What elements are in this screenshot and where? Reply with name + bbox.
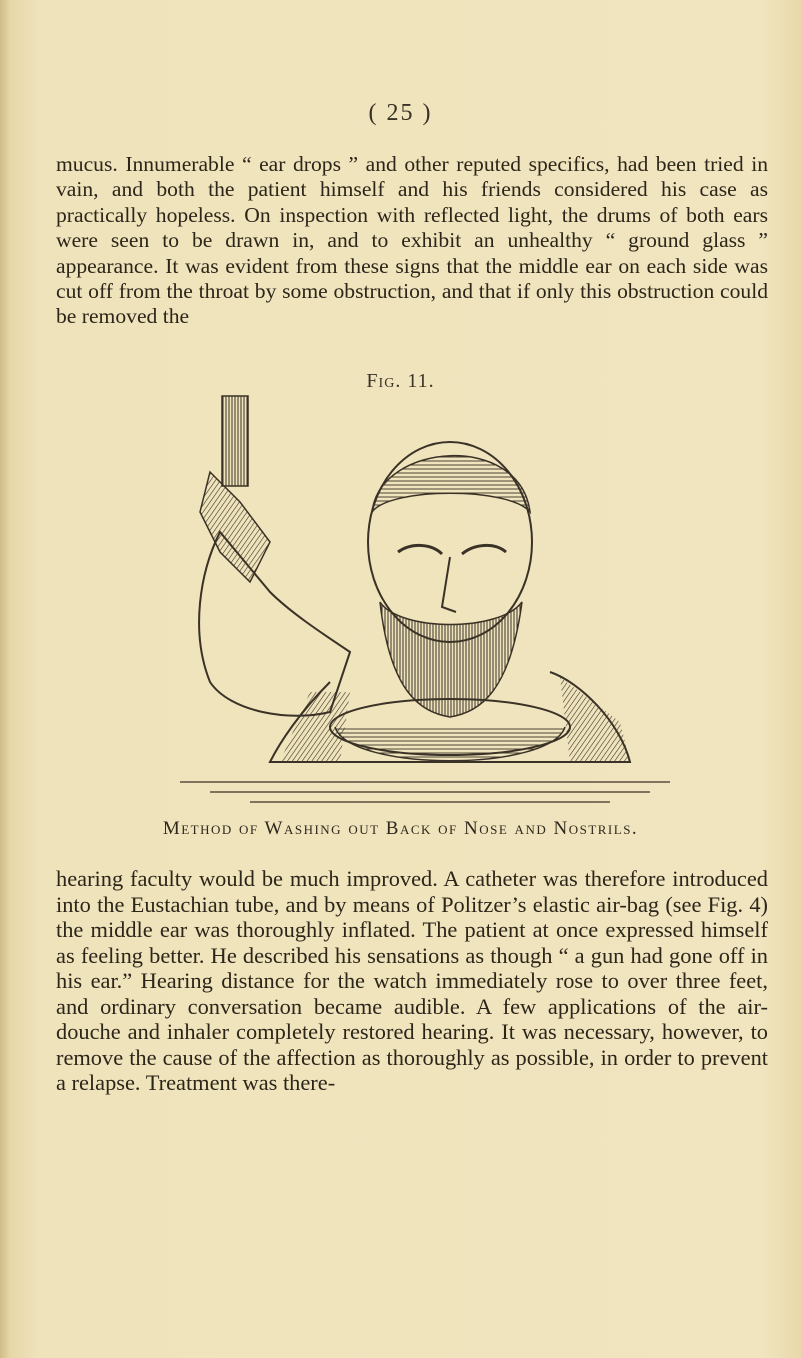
basin-bowl [335,727,565,761]
table-lines [180,782,670,802]
hand-holding-vessel [200,472,270,582]
vessel [222,396,248,486]
engraving-illustration [150,392,710,812]
figure-label: Fig. 11. [366,370,435,392]
figure-caption: Method of Washing out Back of Nose and Nostrils. [162,818,639,839]
page-number: ( 25 ) [368,100,433,126]
paragraph-bottom: hearing faculty would be much improved. A catheter was therefore introduced into the Eustachian tube, and by means of Politzer’s elastic air-bag (see Fig. 4) the middle ear was thoroughly inflated. The patient at once expressed himself as feeling better. He described his sensations as though “ a gun had gone off in his ear.” Hearing distance for the watch immediately rose to over three feet, and ordinary conversation became audible. A few applications of the air-douche and inhaler completely restored hearing. It was necessary, however, to remove the cause of the affection as thoroughly as possible, in order to prevent a relapse. Treatment was there- [56,866,768,1095]
eyes [398,545,506,554]
nose [442,557,456,612]
hair [372,456,530,512]
paragraph-top: mucus. Innumerable “ ear drops ” and other reputed specifics, had been tried in vain, and both the patient himself and his friends considered his case as practically hopeless. On inspection with reflected light, the drums of both ears were seen to be drawn in, and to exhibit an unhealthy “ ground glass ” appearance. It was evident from these signs that the middle ear on each side was cut off from the throat by some obstruction, and that if only this obstruction could be removed the [56,152,768,329]
arm-sleeve [199,532,350,716]
coat-shading-right [560,677,630,762]
page-edge-shadow [0,0,10,1358]
